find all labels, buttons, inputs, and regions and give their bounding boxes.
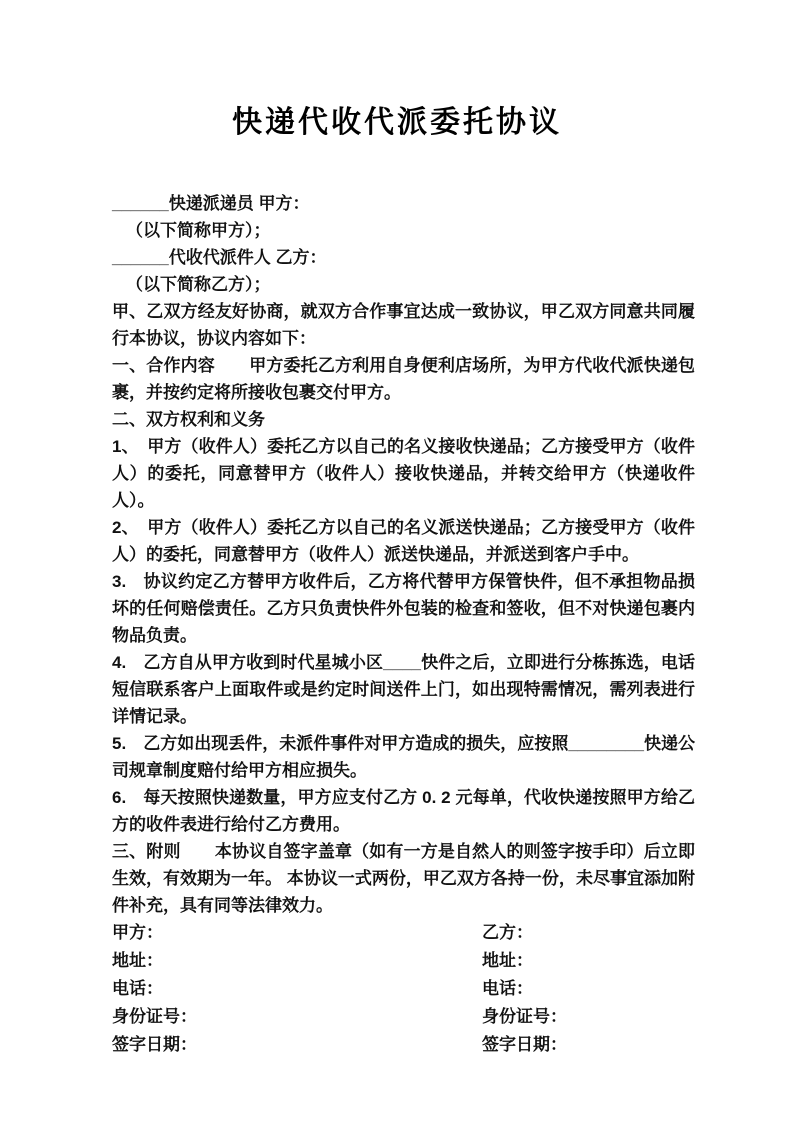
contract-body xyxy=(112,190,695,1059)
clause-3: 3. 协议约定乙方替甲方收件后，乙方将代替甲方保管快件，但不承担物品损坏的任何赔偿责任。乙方只负责快件外包装的检查和签收，但不对快递包裹内物品负责。 xyxy=(112,572,695,645)
preamble-paragraph: 甲、乙双方经友好协商，就双方合作事宜达成一致协议，甲乙双方同意共同履行本协议，协议内容如下： xyxy=(112,302,695,348)
clause-1: 1、 甲方（收件人）委托乙方以自己的名义接收快递品；乙方接受甲方（收件人）的委托，同意替甲方（收件人）接收快递品，并转交给甲方（快递收件人）。 xyxy=(112,437,695,510)
party-b-phone-label: 电话： xyxy=(482,979,533,998)
party-a-name-label: 甲方： xyxy=(112,923,163,942)
party-b-abbrev-note: （以下简称乙方）； xyxy=(126,275,271,294)
party-a-blank-line: ______快递派递员 甲方： xyxy=(112,194,310,213)
document-title: 快递代收代派委托协议 xyxy=(232,106,562,139)
signature-block xyxy=(112,919,695,1059)
party-a-address-label: 地址： xyxy=(112,951,163,970)
party-b-name-label: 乙方： xyxy=(482,923,533,942)
section-2-heading: 二、双方权利和义务 xyxy=(112,410,265,429)
party-a-sign-date-label: 签字日期： xyxy=(112,1035,197,1054)
clause-4: 4. 乙方自从甲方收到时代星城小区____快件之后，立即进行分栋拣选，电话短信联系客户上面取件或是约定时间送件上门，如出现特需情况，需列表进行详情记录。 xyxy=(112,653,695,726)
clause-2: 2、 甲方（收件人）委托乙方以自己的名义派送快递品；乙方接受甲方（收件人）的委托，同意替甲方（收件人）派送快递品，并派送到客户手中。 xyxy=(112,518,695,564)
clause-5: 5. 乙方如出现丢件，未派件事件对甲方造成的损失，应按照________快递公司规章制度赔付给甲方相应损失。 xyxy=(112,734,695,780)
clause-6: 6. 每天按照快递数量，甲方应支付乙方 0. 2 元每单，代收快递按照甲方给乙方的收件表进行给付乙方费用。 xyxy=(112,788,695,834)
party-a-abbrev-note: （以下简称甲方）； xyxy=(126,221,271,240)
party-b-sign-date-label: 签字日期： xyxy=(482,1035,567,1054)
section-1-cooperation: 一、合作内容 甲方委托乙方利用自身便利店场所，为甲方代收代派快递包裹，并按约定将所接收包裹交付甲方。 xyxy=(112,356,695,402)
party-b-address-label: 地址： xyxy=(482,951,533,970)
party-b-blank-line: ______代收代派件人 乙方： xyxy=(112,248,327,267)
section-3-appendix: 三、附则 本协议自签字盖章（如有一方是自然人的则签字按手印）后立即生效，有效期为一年。 本协议一式两份，甲乙双方各持一份，未尽事宜添加附件补充，具有同等法律效力。 xyxy=(112,842,695,915)
party-a-phone-label: 电话： xyxy=(112,979,163,998)
party-a-id-number-label: 身份证号： xyxy=(112,1007,197,1026)
party-b-id-number-label: 身份证号： xyxy=(482,1007,567,1026)
